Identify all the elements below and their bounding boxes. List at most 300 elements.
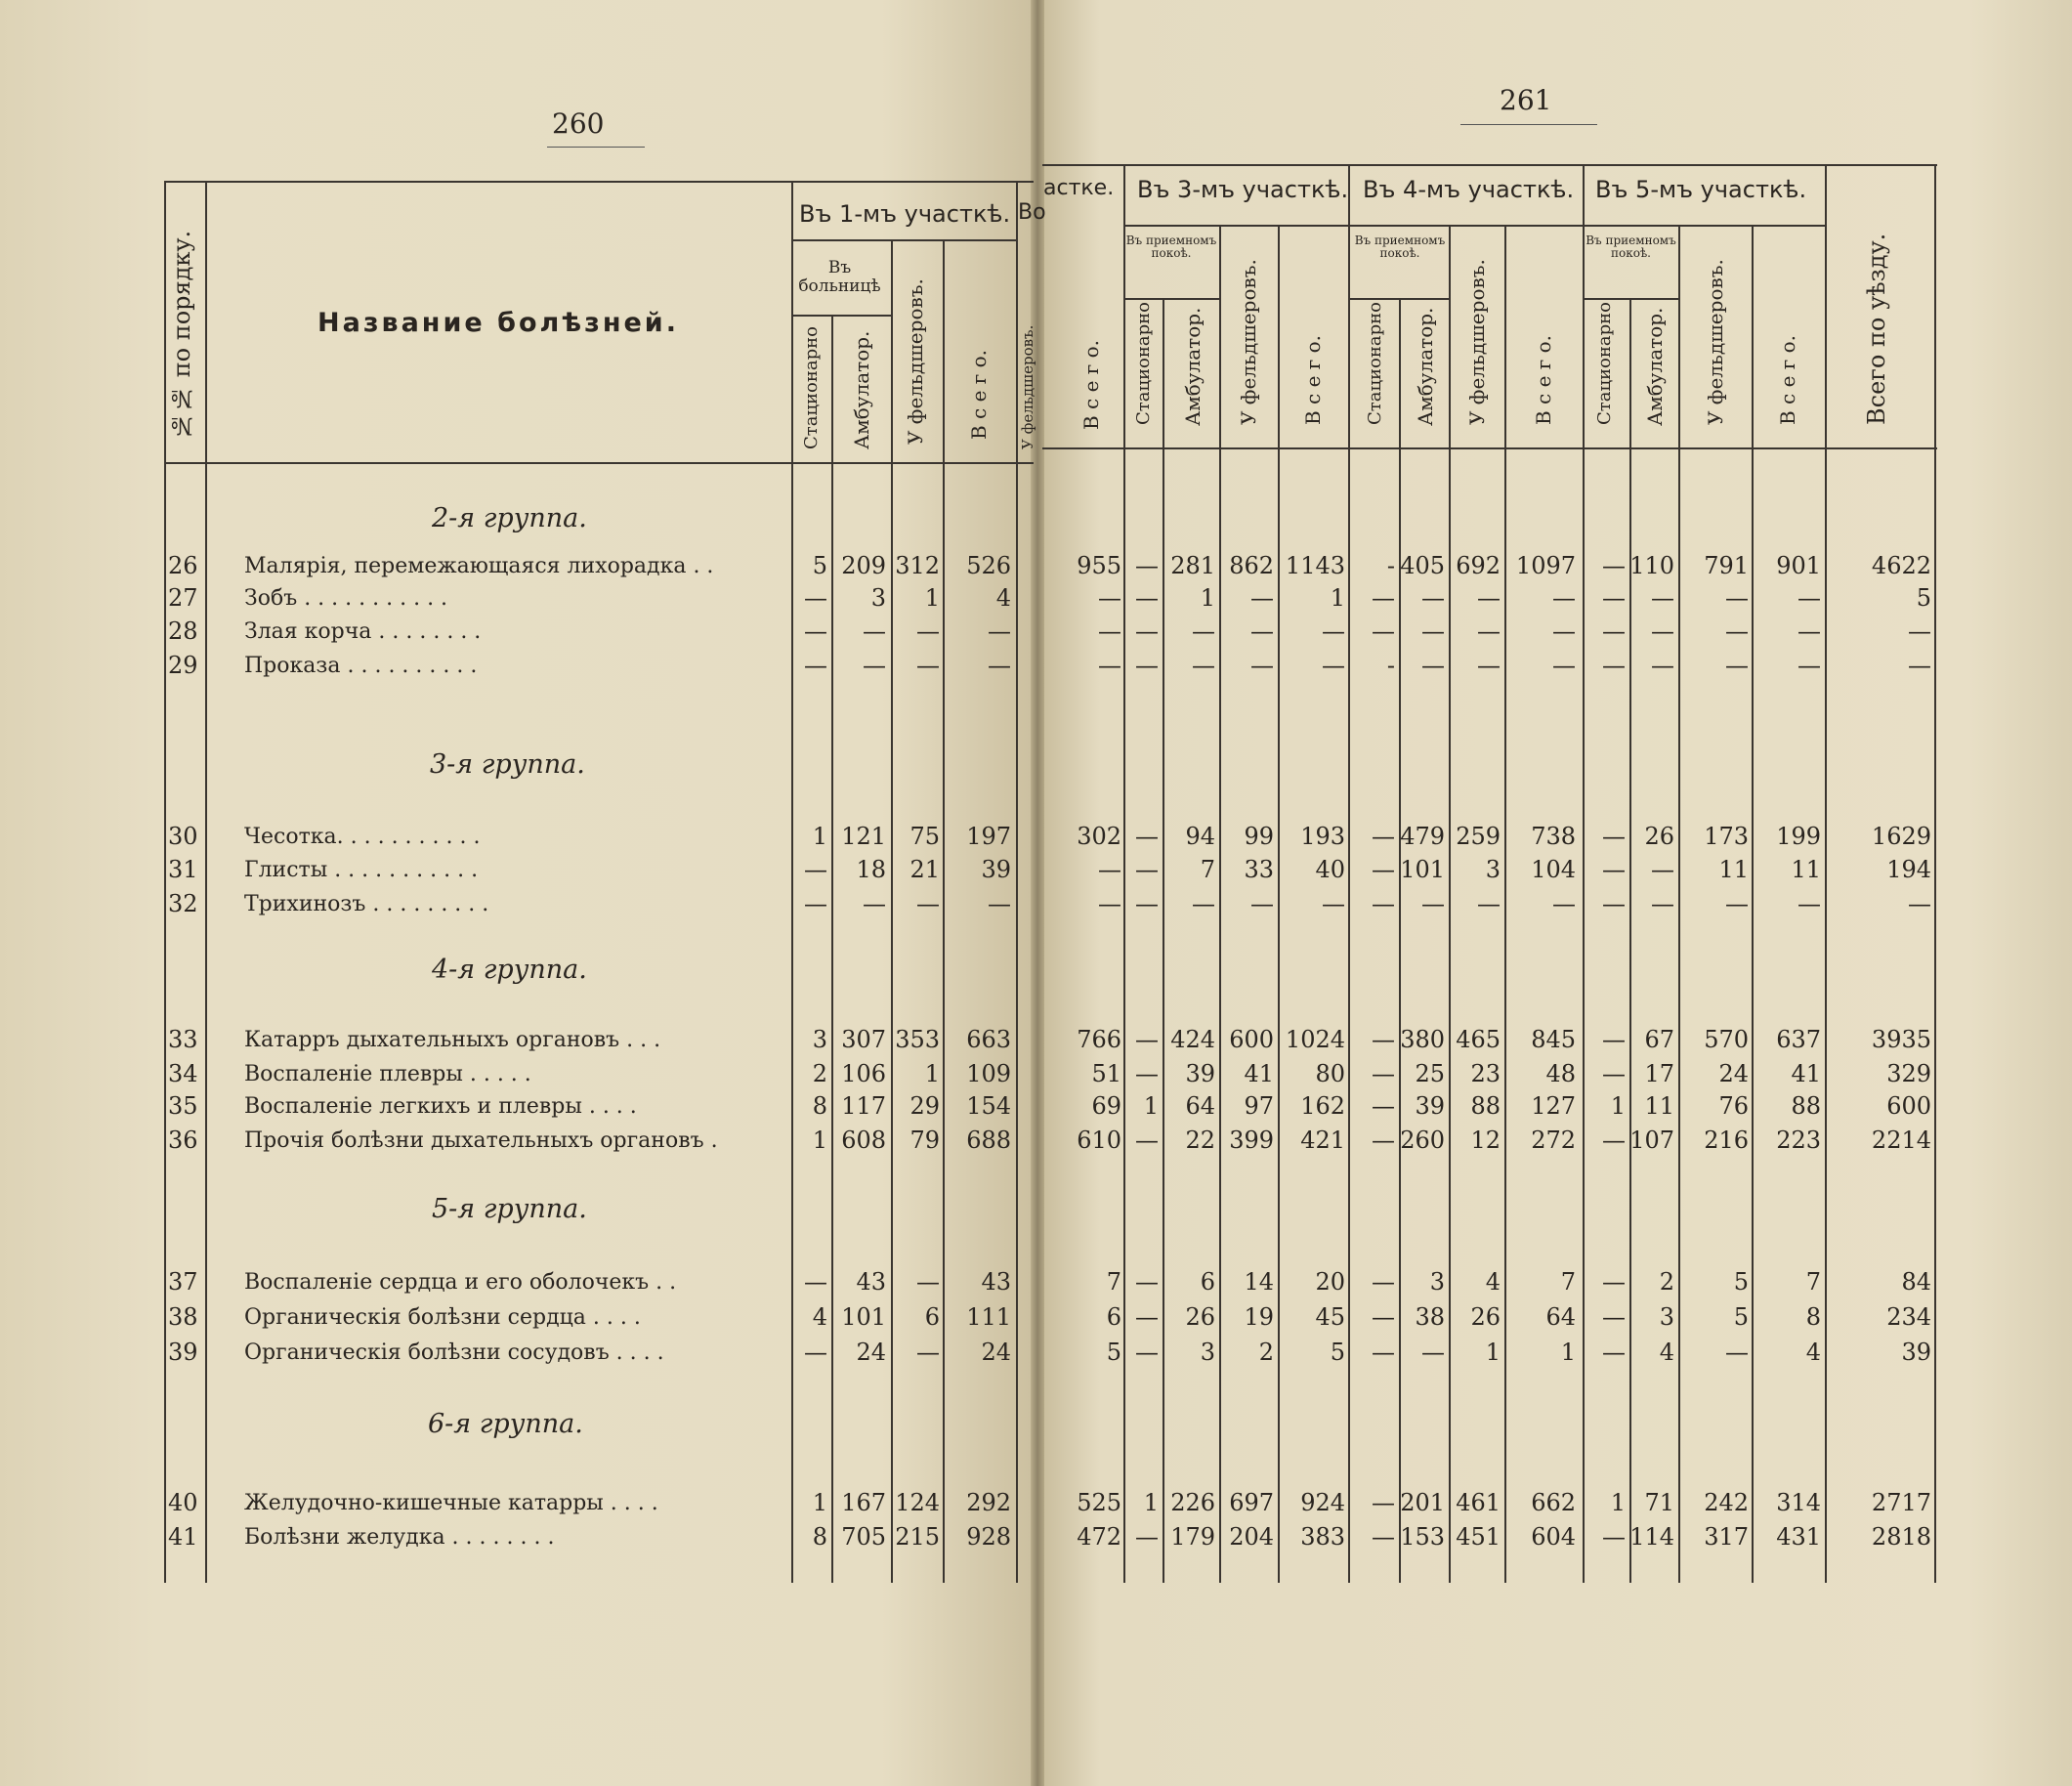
cell-total: 234 (1886, 1303, 1931, 1331)
cell-d3: 399 (1229, 1127, 1274, 1154)
cell-d3: 226 (1170, 1489, 1215, 1516)
district-subrule-right (1123, 225, 1825, 227)
cell-d4: 380 (1400, 1026, 1445, 1053)
cell-d1: 4 (812, 1303, 827, 1331)
group-heading: 6-я группа. (428, 1409, 583, 1439)
cell-d1: 21 (909, 856, 940, 883)
cell-d1: 167 (841, 1489, 886, 1516)
cell-d1: 8 (812, 1092, 827, 1120)
cell-d1: 292 (966, 1489, 1011, 1516)
cell-d1: — (988, 617, 1011, 645)
cell-d1: 18 (856, 856, 886, 883)
cell-d5: 107 (1629, 1127, 1674, 1154)
header-d4-vsego: В с е г о. (1532, 334, 1555, 425)
header-bottom-rule-right (1042, 447, 1937, 449)
cell-d1: 3 (812, 1026, 827, 1053)
disease-name: Малярія, перемежающаяся лихорадка . . (244, 554, 714, 578)
cell-d5: 76 (1718, 1092, 1749, 1120)
cell-d4: 259 (1456, 823, 1501, 850)
header-district-3: Въ 3-мъ участкѣ. (1137, 176, 1349, 203)
cell-d2-vsego: 472 (1077, 1523, 1121, 1551)
cell-d5: — (1602, 617, 1626, 645)
cell-d1: 3 (870, 584, 886, 612)
cell-d1: — (863, 652, 886, 679)
cell-d5: 242 (1704, 1489, 1749, 1516)
d3-priemny-rule (1123, 298, 1219, 300)
cell-d5: — (1651, 584, 1674, 612)
cell-d5: 88 (1791, 1092, 1821, 1120)
cell-d5: — (1797, 890, 1821, 917)
cell-d3: 193 (1300, 823, 1345, 850)
cell-d3: 1 (1143, 1092, 1159, 1120)
cell-d2-vsego: 766 (1077, 1026, 1121, 1053)
cell-total: — (1908, 617, 1931, 645)
cell-d4: — (1477, 584, 1501, 612)
cell-d1: 1 (924, 1060, 940, 1087)
cell-d5: 314 (1776, 1489, 1821, 1516)
disease-name: Болѣзни желудка . . . . . . . . (244, 1525, 555, 1550)
col-d5-stats (1629, 298, 1631, 1583)
cell-d4: — (1552, 617, 1576, 645)
cell-d1: 1 (812, 1489, 827, 1516)
cell-d1: 1 (924, 584, 940, 612)
cell-d3: 94 (1185, 823, 1215, 850)
cell-d1: — (988, 652, 1011, 679)
header-d5-priemny: Въ приемномъ покоѣ. (1586, 234, 1676, 260)
cell-d4: — (1552, 584, 1576, 612)
row-number: 28 (168, 617, 198, 645)
cell-d1: 663 (966, 1026, 1011, 1053)
cell-d3: 1024 (1285, 1026, 1345, 1053)
header-d5-stats: Стационарно (1594, 302, 1615, 425)
cell-d1: 526 (966, 552, 1011, 579)
col-divider-no (205, 181, 207, 1583)
disease-name: Зобъ . . . . . . . . . . . (244, 586, 448, 611)
cell-d3: — (1322, 617, 1345, 645)
cell-d1: 29 (909, 1092, 940, 1120)
cell-d1: 197 (966, 823, 1011, 850)
cell-d3: 5 (1330, 1339, 1345, 1366)
cell-d5: — (1797, 617, 1821, 645)
cell-d5: 26 (1644, 823, 1674, 850)
cell-total: 194 (1886, 856, 1931, 883)
cell-d5: — (1725, 652, 1749, 679)
cell-d1: 6 (924, 1303, 940, 1331)
cell-d4: 692 (1456, 552, 1501, 579)
cell-d2-vsego: 610 (1077, 1127, 1121, 1154)
cell-d3: 862 (1229, 552, 1274, 579)
cell-d3: 97 (1244, 1092, 1274, 1120)
cell-d4: 3 (1429, 1268, 1445, 1296)
cell-d3: — (1135, 1060, 1159, 1087)
header-district-4: Въ 4-мъ участкѣ. (1363, 176, 1575, 203)
header-d4-priemny: Въ приемномъ покоѣ. (1354, 234, 1446, 260)
cell-d4: — (1372, 1523, 1395, 1551)
cell-d5: 791 (1704, 552, 1749, 579)
disease-name: Глисты . . . . . . . . . . . (244, 858, 479, 882)
cell-d5: — (1651, 856, 1674, 883)
cell-d3: 2 (1258, 1339, 1274, 1366)
cell-d5: 199 (1776, 823, 1821, 850)
cell-d5: 1 (1610, 1489, 1626, 1516)
cell-d5: 110 (1629, 552, 1674, 579)
col-d4-stats (1399, 298, 1401, 1583)
cell-d1: 928 (966, 1523, 1011, 1551)
cell-d5: — (1602, 584, 1626, 612)
header-d1-feld: У фельдшеровъ. (904, 278, 927, 445)
disease-name: Воспаленіе плевры . . . . . (244, 1062, 531, 1086)
row-number: 40 (168, 1489, 198, 1516)
cell-d3: 179 (1170, 1523, 1215, 1551)
header-d4-ambul: Амбулатор. (1414, 307, 1437, 426)
cell-d4: - (1386, 652, 1395, 679)
cell-d5: 4 (1805, 1339, 1821, 1366)
cell-d5: 8 (1805, 1303, 1821, 1331)
row-number: 34 (168, 1060, 198, 1087)
cell-d3: 22 (1185, 1127, 1215, 1154)
cell-d3: 6 (1200, 1268, 1215, 1296)
cell-d5: — (1651, 617, 1674, 645)
cell-d3: — (1250, 584, 1274, 612)
cell-d1: 5 (812, 552, 827, 579)
cell-d4: 604 (1531, 1523, 1576, 1551)
cell-d3: — (1192, 890, 1215, 917)
cell-d3: 697 (1229, 1489, 1274, 1516)
col-d1-stats (831, 315, 833, 1583)
cell-d4: — (1477, 617, 1501, 645)
cell-d5: 24 (1718, 1060, 1749, 1087)
cell-total: 1629 (1871, 823, 1931, 850)
header-district-2-partial: астке. (1043, 176, 1115, 200)
cell-d1: 688 (966, 1127, 1011, 1154)
cell-d1: — (863, 617, 886, 645)
cell-d1: — (916, 1339, 940, 1366)
cell-d3: 424 (1170, 1026, 1215, 1053)
disease-name: Проказа . . . . . . . . . . (244, 654, 478, 678)
header-d1-stats: Стационарно (801, 326, 822, 449)
cell-d4: — (1372, 1092, 1395, 1120)
cell-d4: — (1372, 617, 1395, 645)
cell-d2-vsego: 955 (1077, 552, 1121, 579)
row-number: 37 (168, 1268, 198, 1296)
cell-d4: 461 (1456, 1489, 1501, 1516)
cell-d4: — (1421, 652, 1445, 679)
cell-d1: 209 (841, 552, 886, 579)
header-district-5: Въ 5-мъ участкѣ. (1595, 176, 1807, 203)
disease-name: Злая корча . . . . . . . . (244, 619, 482, 644)
cell-d1: 705 (841, 1523, 886, 1551)
cell-d1: 1 (812, 823, 827, 850)
cell-d3: — (1135, 1268, 1159, 1296)
header-bottom-rule-left (164, 462, 1034, 464)
cell-total: — (1908, 652, 1931, 679)
cell-d3: — (1135, 1303, 1159, 1331)
cell-total: 2818 (1871, 1523, 1931, 1551)
cell-d1: — (916, 617, 940, 645)
cell-d4: 127 (1531, 1092, 1576, 1120)
cell-d3: 1 (1200, 584, 1215, 612)
cell-d5: 7 (1805, 1268, 1821, 1296)
cell-d5: — (1725, 1339, 1749, 1366)
cell-d5: — (1651, 890, 1674, 917)
cell-d2-vsego: 525 (1077, 1489, 1121, 1516)
cell-d4: — (1421, 890, 1445, 917)
row-number: 26 (168, 552, 198, 579)
cell-d1: 43 (856, 1268, 886, 1296)
cell-d1: 43 (981, 1268, 1011, 1296)
cell-d2-vsego: 6 (1106, 1303, 1121, 1331)
cell-d3: — (1135, 1523, 1159, 1551)
cell-d1: 24 (856, 1339, 886, 1366)
cell-total: 329 (1886, 1060, 1931, 1087)
cell-d5: 11 (1718, 856, 1749, 883)
cell-d5: 431 (1776, 1523, 1821, 1551)
cell-d4: 845 (1531, 1026, 1576, 1053)
cell-total: 5 (1916, 584, 1931, 612)
cell-d5: — (1602, 1523, 1626, 1551)
cell-d3: 19 (1244, 1303, 1274, 1331)
disease-name: Воспаленіе сердца и его оболочекъ . . (244, 1270, 677, 1295)
cell-d3: 26 (1185, 1303, 1215, 1331)
cell-d4: 662 (1531, 1489, 1576, 1516)
left-page-number: 260 (552, 107, 605, 140)
header-district-partial: Во (1018, 200, 1046, 225)
cell-d4: — (1372, 1268, 1395, 1296)
cell-d5: 901 (1776, 552, 1821, 579)
cell-d3: 1 (1143, 1489, 1159, 1516)
cell-d5: 223 (1776, 1127, 1821, 1154)
cell-d5: — (1602, 856, 1626, 883)
cell-d1: 117 (841, 1092, 886, 1120)
cell-d3: — (1135, 856, 1159, 883)
cell-d3: 20 (1315, 1268, 1345, 1296)
cell-d4: — (1372, 1127, 1395, 1154)
cell-d5: — (1602, 1060, 1626, 1087)
row-number: 39 (168, 1339, 198, 1366)
row-number: 32 (168, 890, 198, 917)
header-d5-ambul: Амбулатор. (1643, 307, 1667, 426)
header-name-col: Название болѣзней. (317, 308, 679, 338)
cell-d1: 312 (895, 552, 940, 579)
cell-total: 600 (1886, 1092, 1931, 1120)
cell-d4: — (1477, 890, 1501, 917)
cell-d3: — (1135, 552, 1159, 579)
disease-name: Чесотка. . . . . . . . . . . (244, 825, 481, 849)
cell-d4: 4 (1485, 1268, 1501, 1296)
cell-d4: 479 (1400, 823, 1445, 850)
header-d3-vsego: В с е г о. (1301, 334, 1325, 425)
cell-d4: 7 (1560, 1268, 1576, 1296)
cell-d4: 88 (1470, 1092, 1501, 1120)
cell-d5: — (1602, 823, 1626, 850)
header-total: Всего по уѣзду. (1863, 233, 1890, 425)
cell-d5: — (1602, 890, 1626, 917)
cell-d3: 3 (1200, 1339, 1215, 1366)
cell-d2-vsego: — (1098, 856, 1121, 883)
cell-d3: — (1192, 617, 1215, 645)
table-top-rule-left (164, 181, 1034, 183)
header-d3-stats: Стационарно (1133, 302, 1154, 425)
header-d1-vsego: В с е г о. (967, 349, 991, 440)
cell-d4: 272 (1531, 1127, 1576, 1154)
cell-d4: — (1372, 856, 1395, 883)
cell-total: 39 (1901, 1339, 1931, 1366)
cell-d4: 1 (1485, 1339, 1501, 1366)
cell-d5: 11 (1791, 856, 1821, 883)
cell-d3: — (1250, 652, 1274, 679)
cell-d1: 109 (966, 1060, 1011, 1087)
cell-d3: 281 (1170, 552, 1215, 579)
cell-d4: — (1552, 652, 1576, 679)
cell-d1: — (916, 652, 940, 679)
cell-d3: 45 (1315, 1303, 1345, 1331)
cell-d4: — (1421, 617, 1445, 645)
cell-d4: — (1372, 1339, 1395, 1366)
cell-d3: 421 (1300, 1127, 1345, 1154)
cell-total: 2214 (1871, 1127, 1931, 1154)
cell-d4: 3 (1485, 856, 1501, 883)
cell-d4: — (1372, 1060, 1395, 1087)
cell-d5: 570 (1704, 1026, 1749, 1053)
cell-d4: — (1372, 1489, 1395, 1516)
disease-name: Прочія болѣзни дыхательныхъ органовъ . (244, 1128, 718, 1153)
cell-d5: — (1602, 652, 1626, 679)
cell-d3: 1143 (1285, 552, 1345, 579)
cell-d3: — (1135, 584, 1159, 612)
cell-d3: 14 (1244, 1268, 1274, 1296)
cell-d1: 101 (841, 1303, 886, 1331)
header-district-1: Въ 1-мъ участкѣ. (799, 200, 1011, 228)
cell-d4: 64 (1545, 1303, 1576, 1331)
cell-total: — (1908, 890, 1931, 917)
disease-name: Органическія болѣзни сердца . . . . (244, 1305, 641, 1330)
row-number: 38 (168, 1303, 198, 1331)
cell-d1: 106 (841, 1060, 886, 1087)
row-number: 41 (168, 1523, 198, 1551)
cell-d4: 153 (1400, 1523, 1445, 1551)
cell-d4: 12 (1470, 1127, 1501, 1154)
cell-d4: 451 (1456, 1523, 1501, 1551)
cell-d3: — (1135, 617, 1159, 645)
cell-d1: 4 (995, 584, 1011, 612)
cell-d1: 79 (909, 1127, 940, 1154)
header-no-col: №№ по порядку. (168, 230, 195, 440)
cell-d4: — (1372, 584, 1395, 612)
cell-d5: 1 (1610, 1092, 1626, 1120)
cell-d4: — (1372, 823, 1395, 850)
cell-d1: 24 (981, 1339, 1011, 1366)
cell-d1: 121 (841, 823, 886, 850)
cell-d4: 738 (1531, 823, 1576, 850)
cell-d2-vsego: 302 (1077, 823, 1121, 850)
group-heading: 2-я группа. (432, 503, 587, 533)
cell-d1: — (863, 890, 886, 917)
cell-d4: 26 (1470, 1303, 1501, 1331)
cell-d4: — (1421, 1339, 1445, 1366)
cell-d5: — (1602, 1339, 1626, 1366)
cell-d5: 2 (1659, 1268, 1674, 1296)
cell-d1: — (804, 1339, 827, 1366)
header-d1-ambul: Амбулатор. (850, 330, 873, 449)
cell-d5: 11 (1644, 1092, 1674, 1120)
table-right-border (1934, 164, 1936, 1583)
cell-d3: — (1250, 890, 1274, 917)
cell-d4: 38 (1415, 1303, 1445, 1331)
cell-total: 4622 (1871, 552, 1931, 579)
cell-d5: 4 (1659, 1339, 1674, 1366)
cell-d2-vsego: — (1098, 652, 1121, 679)
cell-d5: 216 (1704, 1127, 1749, 1154)
cell-d2-vsego: — (1098, 584, 1121, 612)
cell-d1: 2 (812, 1060, 827, 1087)
cell-d4: 465 (1456, 1026, 1501, 1053)
cell-d4: — (1372, 1026, 1395, 1053)
cell-d3: 33 (1244, 856, 1274, 883)
disease-name: Органическія болѣзни сосудовъ . . . . (244, 1340, 664, 1365)
cell-d3: 1 (1330, 584, 1345, 612)
cell-d5: — (1602, 552, 1626, 579)
cell-d3: — (1135, 1127, 1159, 1154)
cell-d5: 317 (1704, 1523, 1749, 1551)
cell-d4: — (1372, 890, 1395, 917)
cell-d5: 71 (1644, 1489, 1674, 1516)
cell-d4: 260 (1400, 1127, 1445, 1154)
cell-d3: 924 (1300, 1489, 1345, 1516)
cell-d3: 383 (1300, 1523, 1345, 1551)
cell-d5: — (1725, 890, 1749, 917)
cell-total: 84 (1901, 1268, 1931, 1296)
row-number: 35 (168, 1092, 198, 1120)
district1-subrule (791, 239, 1016, 241)
cell-d3: 162 (1300, 1092, 1345, 1120)
cell-d3: 40 (1315, 856, 1345, 883)
cell-d1: 75 (909, 823, 940, 850)
cell-d5: — (1651, 652, 1674, 679)
cell-d3: — (1322, 652, 1345, 679)
header-d5-feld: У фельдшеровъ. (1704, 259, 1727, 425)
cell-d5: 17 (1644, 1060, 1674, 1087)
row-number: 36 (168, 1127, 198, 1154)
cell-d2-vsego: 5 (1106, 1339, 1121, 1366)
cell-d3: 99 (1244, 823, 1274, 850)
cell-d4: 23 (1470, 1060, 1501, 1087)
header-d3-feld: У фельдшеровъ. (1237, 259, 1260, 425)
cell-d1: — (988, 890, 1011, 917)
cell-d2-vsego: — (1098, 890, 1121, 917)
cell-d4: 48 (1545, 1060, 1576, 1087)
cell-d1: — (916, 1268, 940, 1296)
col-d3-stats (1163, 298, 1164, 1583)
header-d5-vsego: В с е г о. (1776, 334, 1799, 425)
cell-d5: 173 (1704, 823, 1749, 850)
cell-d1: — (804, 584, 827, 612)
group-heading: 5-я группа. (432, 1194, 587, 1224)
disease-name: Воспаленіе легкихъ и плевры . . . . (244, 1094, 637, 1119)
header-partial-feld: У фельдшеровъ. (1019, 324, 1036, 449)
cell-d5: 3 (1659, 1303, 1674, 1331)
cell-d1: 353 (895, 1026, 940, 1053)
cell-d3: — (1322, 890, 1345, 917)
cell-d3: 39 (1185, 1060, 1215, 1087)
cell-d5: — (1602, 1127, 1626, 1154)
cell-d4: 1097 (1515, 552, 1576, 579)
cell-d1: — (804, 1268, 827, 1296)
cell-d5: — (1797, 584, 1821, 612)
cell-d4: 405 (1400, 552, 1445, 579)
disease-name: Трихинозъ . . . . . . . . . (244, 892, 489, 916)
cell-d3: 204 (1229, 1523, 1274, 1551)
header-d4-feld: У фельдшеровъ. (1465, 259, 1489, 425)
